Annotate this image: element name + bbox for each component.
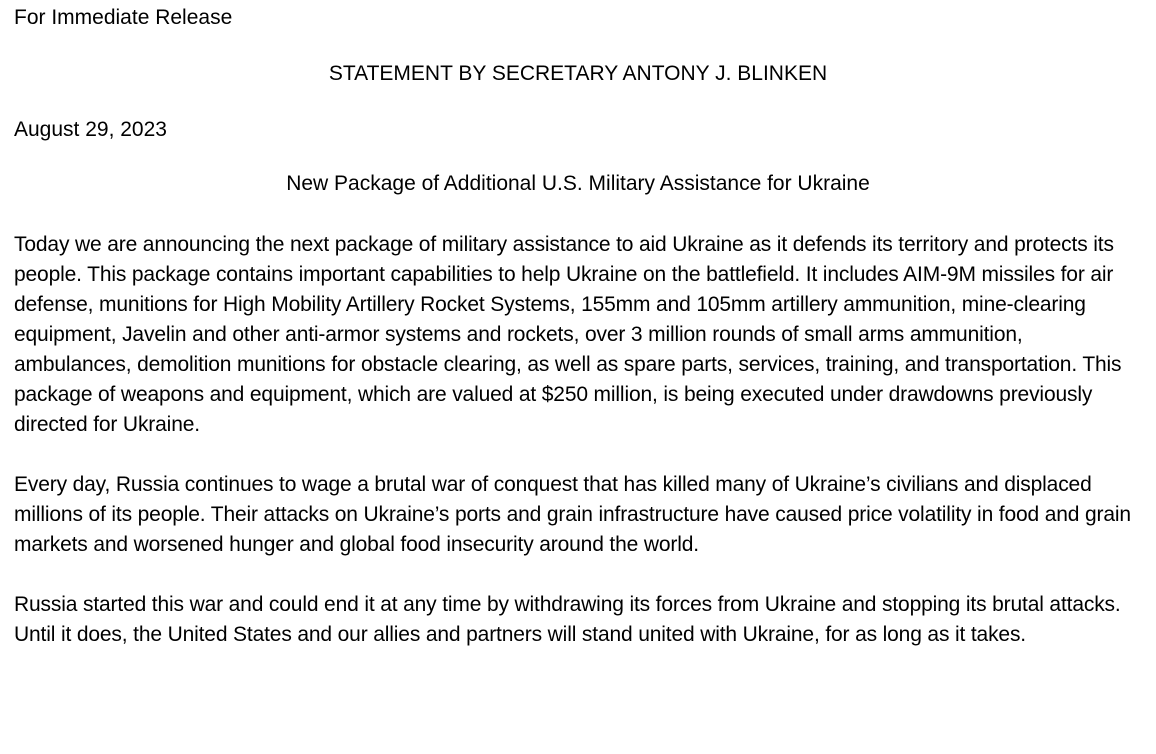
paragraph-2: Every day, Russia continues to wage a brutal war of conquest that has killed many of Ukraine’s civilians and displaced millions of its people. Their attacks on Ukraine’s ports and grain infrastructure have caused price volatility in food and grain markets and worsened hunger and global food insecurity around the world.	[14, 473, 1131, 556]
paragraph-3: Russia started this war and could end it at any time by withdrawing its forces from Ukraine and stopping its brutal attacks. Until it does, the United States and our allies and partners will stand united with Ukraine, for as long as it takes.	[14, 593, 1121, 646]
paragraph-1: Today we are announcing the next package of military assistance to aid Ukraine as it defends its territory and protects its people. This package contains important capabilities to help Ukraine on the battlefield. It includes AIM-9M missiles for air defense, munitions for High Mobility Artillery Rocket Systems, 155mm and 105mm artillery ammunition, mine-clearing equipment, Javelin and other anti-armor systems and rockets, over 3 million rounds of small arms ammunition, ambulances, demolition munitions for obstacle clearing, as well as spare parts, services, training, and transportation. This package of weapons and equipment, which are valued at $250 million, is being executed under drawdowns previously directed for Ukraine.	[14, 233, 1122, 436]
release-notice: For Immediate Release	[14, 6, 233, 29]
press-release-document	[14, 3, 1142, 650]
release-date: August 29, 2023	[14, 118, 167, 141]
statement-subtitle: New Package of Additional U.S. Military Assistance for Ukraine	[286, 172, 870, 195]
statement-title: STATEMENT BY SECRETARY ANTONY J. BLINKEN	[328, 62, 828, 85]
